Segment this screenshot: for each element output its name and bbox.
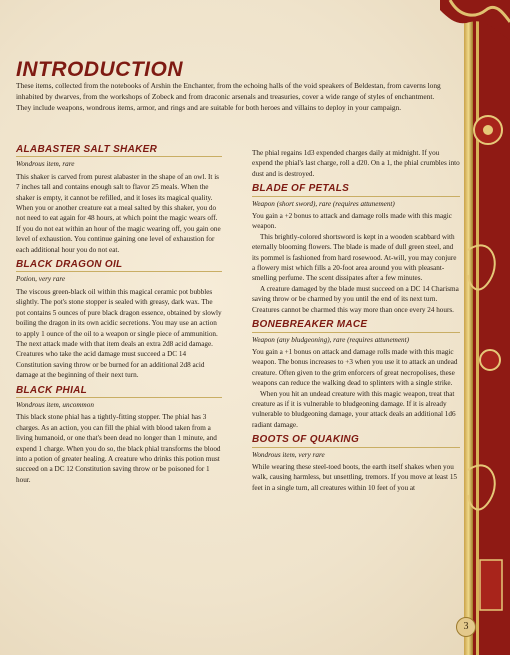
page-title: INTRODUCTION: [16, 58, 183, 81]
item-type-line: Potion, very rare: [16, 275, 66, 284]
item-description-paragraph: You gain a +1 bonus on attack and damage rolls made with this magic weapon. The bonus increases to +3 when you use it to attack an undead creature. Often given to the grim enforcers of great necropolises, these weapons can reduce the walking dead to splinters with a single strike.: [252, 347, 458, 388]
item-name-heading: BLACK PHIAL: [16, 386, 222, 398]
magic-item-entry: [16, 145, 222, 255]
item-type-line: Wondrous item, very rare: [252, 450, 325, 459]
magic-item-entry: [252, 184, 460, 315]
page-number: 3: [456, 617, 476, 637]
item-description-paragraph: This black stone phial has a tightly-fitting stopper. The phial has 3 charges. As an action, you can fill the phial with blood taken from a living humanoid, or one that's been dead no longer than 1 minute, and expend 1 charge. When you do so, the black phial transforms the blood into a potion of greater healing. A creature who drinks this potion must succeed on a DC 12 Constitution saving throw or be poisoned for 1 hour.: [16, 413, 221, 484]
item-name-heading: ALABASTER SALT SHAKER: [16, 145, 222, 157]
item-name-heading: BOOTS OF QUAKING: [252, 435, 460, 447]
item-description-paragraph: This shaker is carved from purest alabaster in the shape of an owl. It is 7 inches tall and contains enough salt to flavor 25 meals. When the shaker is empty, it cannot be refilled, and it loses its magical quality. When you or another creature eat a meal salted by this shaker, you do not need to eat again for 48 hours, at which point the magic wears off. If you do not eat within an hour of the magic wearing off, you gain one level of exhaustion. You continue gaining one level of exhaustion for each additional hour you do not eat.: [16, 172, 221, 254]
magic-item-entry: [252, 320, 460, 430]
item-type-line: Weapon (any bludgeoning), rare (requires attunement): [252, 335, 410, 344]
item-description-paragraph: When you hit an undead creature with this magic weapon, treat that creature as if it is vulnerable to bludgeoning damage. If it is already vulnerable to bludgeoning damage, your attack deals an additional 1d6 radiant damage.: [252, 389, 456, 429]
item-name-heading: BLACK DRAGON OIL: [16, 260, 222, 272]
item-type-line: Wondrous item, rare: [16, 160, 75, 169]
left-column: [16, 145, 222, 490]
item-description-paragraph: While wearing these steel-toed boots, the earth itself shakes when you walk, causing harmless, but unsettling, tremors. If you move at least 15 feet in a single turn, all creatures within 10 feet of you at: [252, 462, 458, 492]
item-description-paragraph: A creature damaged by the blade must succeed on a DC 14 Charisma saving throw or be charmed by you until the end of its next turn. Creatures cannot be charmed this way more than once every 24 hours.: [252, 284, 459, 314]
magic-item-entry: [16, 260, 222, 380]
item-description-paragraph: The viscous green-black oil within this magical ceramic pot bubbles slightly. The pot's stone stopper is sealed with greasy, dark wax. The pot contains 5 ounces of pure black dragon essence, obtained by slowly boiling the dragon in its own acidic secretions. You may use an action to apply 1 ounce of the oil to a weapon or single piece of ammunition. The next attack made with that item deals an extra 2d8 acid damage. Creatures who take the acid damage must succeed a DC 14 Constitution saving throw or be burned for an additional 2d8 acid damage at the beginning of their next turn.: [16, 287, 222, 380]
magic-item-entry: [252, 435, 460, 493]
intro-paragraph: These items, collected from the notebooks of Arshin the Enchanter, from the echoing halls of the void speakers of Beldestan, from caverns long inhabited by dwarves, from the workshops of Zobeck and from draconic arsenals and treasuries, cover a wide range of styles of enchantment. They include weapons, wondrous items, armor, and rings and are suitable for both heroes and villains to deploy in your campaign.: [16, 81, 441, 112]
magic-item-entry: [16, 386, 222, 486]
item-type-line: Wondrous item, uncommon: [16, 400, 94, 409]
continued-paragraph: [252, 148, 460, 179]
continued-text: The phial regains 1d3 expended charges daily at midnight. If you expend the phial's last charge, roll a d20. On a 1, the phial crumbles into dust and is destroyed.: [252, 149, 460, 178]
item-type-line: Weapon (short sword), rare (requires attunement): [252, 199, 395, 208]
item-name-heading: BLADE OF PETALS: [252, 184, 460, 196]
item-name-heading: BONEBREAKER MACE: [252, 320, 460, 332]
item-description-paragraph: This brightly-colored shortsword is kept in a wooden scabbard with eternally blooming flowers. The blade is made of dull green steel, and its pommel is fashioned from hard rosewood. At-will, you may conjure a flowery mist which fills a 20-foot area around you with pleasant-smelling perfume. The scent dissipates after a few minutes.: [252, 232, 457, 283]
right-column: [252, 148, 460, 498]
item-description-paragraph: You gain a +2 bonus to attack and damage rolls made with this magic weapon.: [252, 212, 452, 231]
